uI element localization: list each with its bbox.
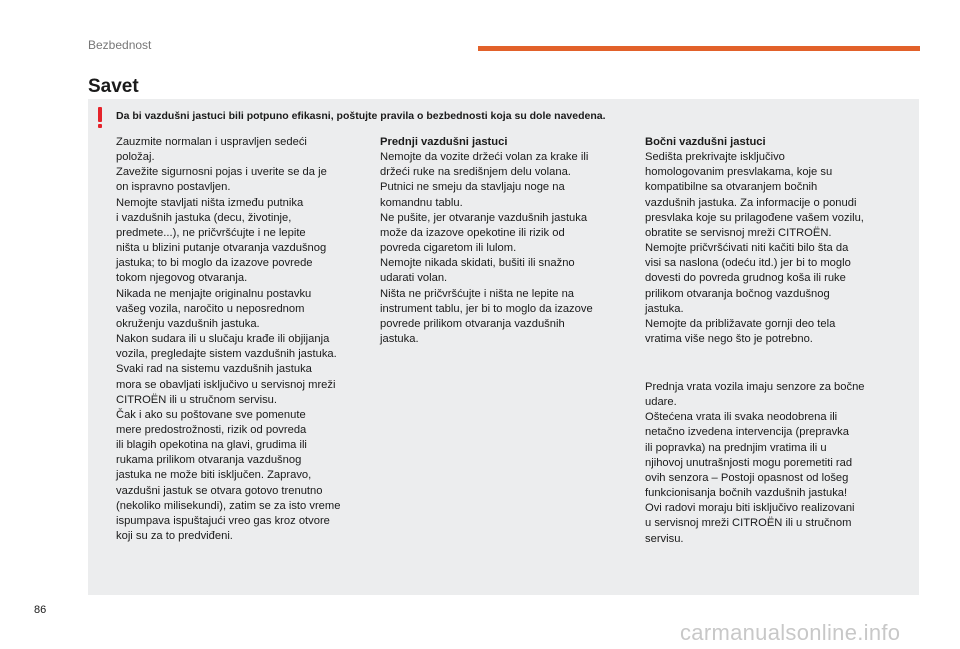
text-line: udare. — [645, 396, 677, 409]
text-line: jastuka; to bi moglo da izazove povrede — [116, 257, 313, 270]
text-line: jastuka. — [645, 302, 684, 315]
page-title: Savet — [88, 76, 139, 97]
text-line: Nemojte da vozite držeći volan za krake ili — [380, 151, 589, 164]
text-line: mere predostrožnosti, rizik od povreda — [116, 423, 307, 436]
column-front-airbags — [380, 135, 618, 347]
text-line: Nemojte pričvršćivati niti kačiti bilo šta da — [645, 242, 849, 255]
page-number: 86 — [34, 604, 47, 616]
text-line: dovesti do povreda grudnog koša ili ruke — [645, 272, 846, 285]
text-line: servisu. — [645, 532, 684, 545]
text-line: on ispravno postavljen. — [116, 181, 231, 194]
text-line: prilikom otvaranja bočnog vazdušnog — [645, 287, 830, 300]
text-line: funkcionisanja bočnih vazdušnih jastuka! — [645, 487, 848, 500]
text-line: ispumpava ispuštajući vreo gas kroz otvore — [116, 514, 330, 527]
text-line: koji su za to predviđeni. — [116, 530, 233, 543]
text-line: okruženju vazdušnih jastuka. — [116, 317, 260, 330]
text-line: vazdušni jastuk se otvara gotovo trenutno — [116, 484, 323, 497]
text-line: Svaki rad na sistemu vazdušnih jastuka — [116, 363, 312, 376]
text-line: instrument tablu, jer bi to moglo da izazove — [380, 302, 593, 315]
text-line: njihovoj unutrašnjosti mogu poremetiti rad — [645, 456, 853, 469]
text-line: Sedišta prekrivajte isključivo — [645, 151, 785, 164]
text-line: homologovanim presvlakama, koje su — [645, 166, 833, 179]
text-line: i vazdušnih jastuka (decu, životinje, — [116, 211, 292, 224]
header-accent-rule — [478, 46, 920, 51]
text-line: Oštećena vrata ili svaka neodobrena ili — [645, 411, 838, 424]
text-line: CITROËN ili u stručnom servisu. — [116, 393, 278, 406]
text-line: Prednja vrata vozila imaju senzore za bočne — [645, 381, 865, 393]
text-line: Čak i ako su poštovane sve pomenute — [116, 408, 306, 421]
text-line: Ne pušite, jer otvaranje vazdušnih jastuka — [380, 211, 588, 224]
text-line: držeći ruke na središnjem delu volana. — [380, 166, 571, 179]
text-line: udarati volan. — [380, 272, 448, 285]
column-door-sensors — [645, 380, 890, 547]
text-line: ništa u blizini putanje otvaranja vazdušnog — [116, 242, 327, 255]
column-side-airbags — [645, 135, 890, 347]
exclamation-icon — [97, 107, 103, 128]
text-line: netačno izvedena intervencija (prepravka — [645, 426, 849, 439]
text-line: vozila, pregledajte sistem vazdušnih jastuka. — [116, 348, 337, 361]
text-line: Nemojte da približavate gornji deo tela — [645, 317, 836, 330]
warning-intro: Da bi vazdušni jastuci bili potpuno efikasni, poštujte pravila o bezbednosti koja su dole navedena. — [116, 110, 606, 122]
text-line: ili popravka) na prednjim vratima ili u — [645, 441, 827, 454]
text-line: ili blagih opekotina na glavi, grudima ili — [116, 439, 307, 452]
text-line: položaj. — [116, 151, 155, 164]
text-line: Nemojte nikada skidati, bušiti ili snažno — [380, 257, 575, 270]
text-line: visi sa naslona (odeću itd.) jer bi to moglo — [645, 257, 851, 270]
text-line: vašeg vozila, naročito u neposrednom — [116, 302, 305, 315]
section-label: Bezbednost — [88, 38, 152, 52]
text-line: (nekoliko milisekundi), zatim se za isto vreme — [116, 499, 341, 512]
text-line: Nakon sudara ili u slučaju krađe ili objijanja — [116, 333, 330, 346]
text-line: povrede prilikom otvaranja vazdušnih — [380, 317, 565, 330]
text-line: predmete...), ne pričvršćujte i ne lepite — [116, 226, 306, 239]
text-line: Ništa ne pričvršćujte i ništa ne lepite na — [380, 287, 575, 300]
text-line: Putnici ne smeju da stavljaju noge na — [380, 181, 565, 194]
front-airbags-heading: Prednji vazdušni jastuci — [380, 136, 508, 148]
column-general-advice — [116, 135, 366, 544]
side-airbags-heading: Bočni vazdušni jastuci — [645, 136, 766, 148]
text-line: rukama prilikom otvaranja vazdušnog — [116, 454, 302, 467]
text-line: može da izazove opekotine ili rizik od — [380, 226, 565, 239]
text-line: komandnu tablu. — [380, 196, 463, 209]
text-line: Zavežite sigurnosni pojas i uverite se da je — [116, 166, 327, 179]
text-line: Nikada ne menjajte originalnu postavku — [116, 287, 312, 300]
text-line: Ovi radovi moraju biti isključivo realizovani — [645, 502, 855, 515]
text-line: obratite se servisnoj mreži CITROËN. — [645, 226, 832, 239]
text-line: povreda cigaretom ili lulom. — [380, 242, 517, 255]
text-line: kompatibilne sa otvaranjem bočnih — [645, 181, 818, 194]
watermark: carmanualsonline.info — [680, 620, 901, 645]
text-line: mora se obavljati isključivo u servisnoj mreži — [116, 378, 336, 391]
text-line: jastuka ne može biti isključen. Zapravo, — [116, 469, 312, 482]
text-line: u servisnoj mreži CITROËN ili u stručnom — [645, 517, 852, 530]
text-line: presvlaka koje su prilagođene vašem vozilu, — [645, 211, 864, 224]
text-line: Nemojte stavljati ništa između putnika — [116, 196, 304, 209]
text-line: vratima više nego što je potrebno. — [645, 333, 813, 346]
text-line: Zauzmite normalan i uspravljen sedeći — [116, 136, 307, 148]
text-line: ovih senzora – Postoji opasnost od lošeg — [645, 471, 849, 484]
text-line: vazdušnih jastuka. Za informacije o ponudi — [645, 196, 857, 209]
text-line: tokom njegovog otvaranja. — [116, 272, 248, 285]
text-line: jastuka. — [380, 333, 419, 346]
